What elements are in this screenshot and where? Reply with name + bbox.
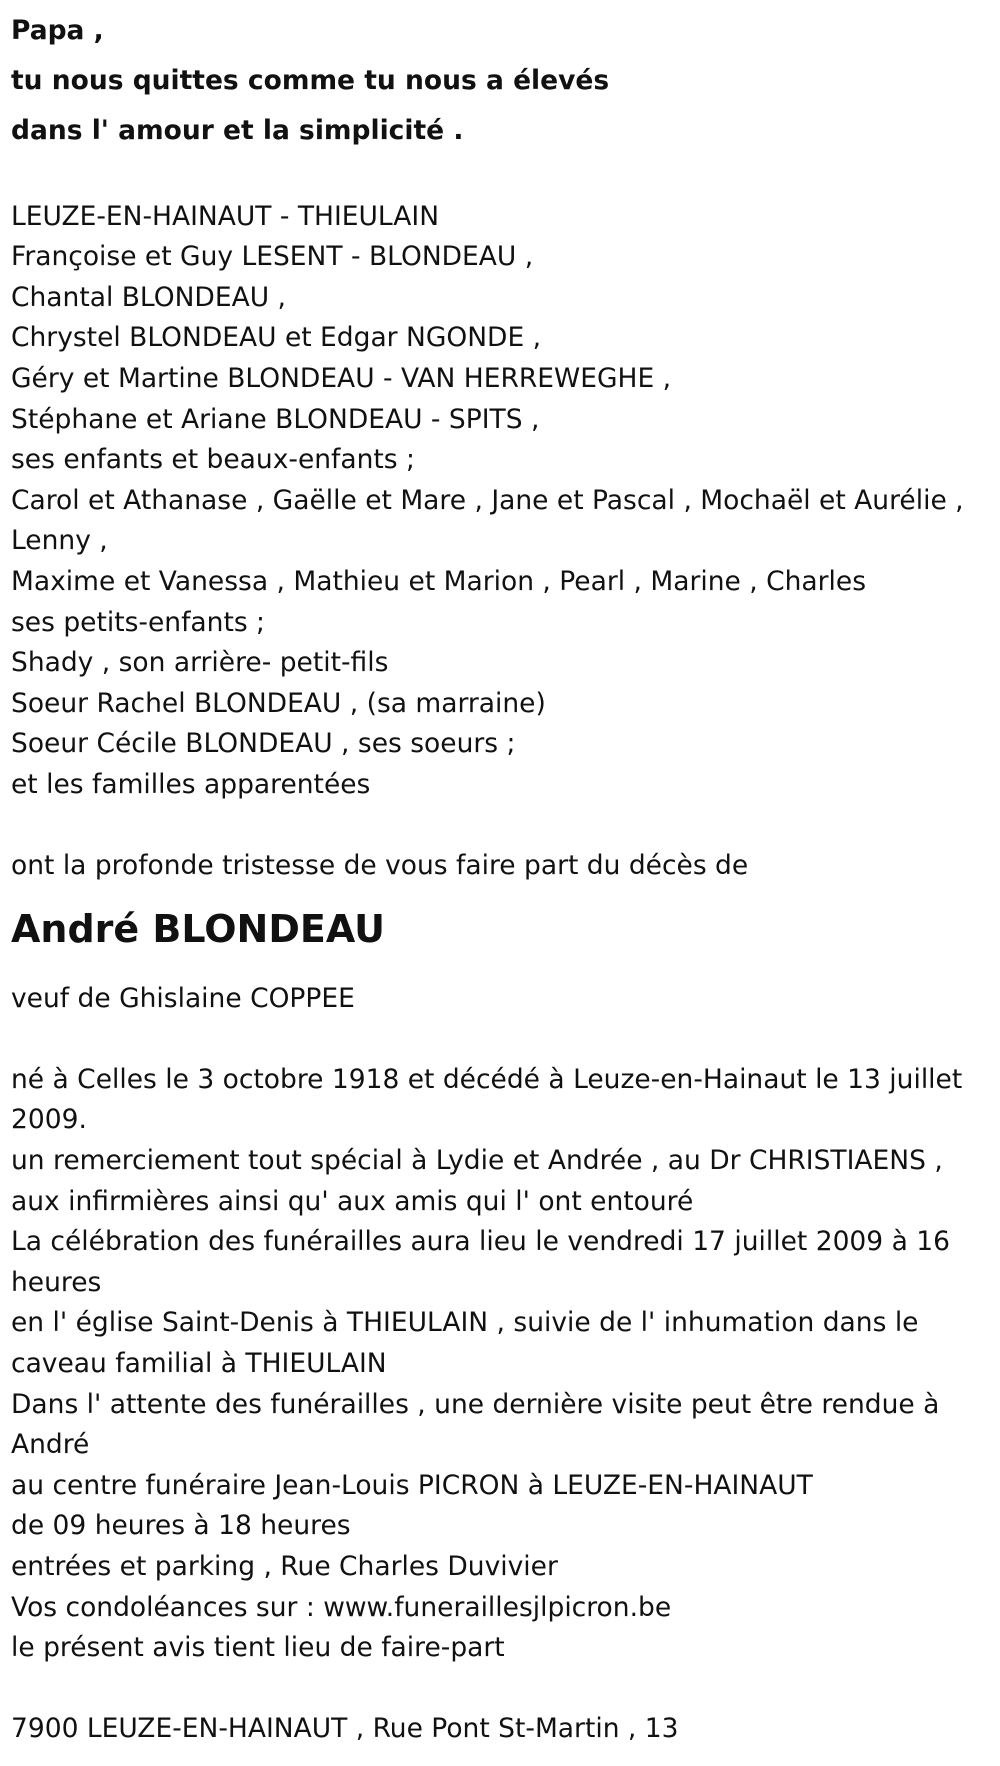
detail-line: au centre funéraire Jean-Louis PICRON à LEUZE-EN-HAINAUT	[11, 1469, 813, 1501]
family-line: Maxime et Vanessa , Mathieu et Marion , Pearl , Marine , Charles	[11, 565, 867, 597]
deceased-name: André BLONDEAU	[11, 906, 385, 951]
family-line: Shady , son arrière- petit-fils	[11, 647, 389, 679]
condolences-line: Vos condoléances sur : www.funeraillesjlpicron.be	[11, 1591, 672, 1623]
family-line: Chrystel BLONDEAU et Edgar NGONDE ,	[11, 322, 542, 354]
detail-line: entrées et parking , Rue Charles Duvivier	[11, 1551, 558, 1582]
detail-line: un remerciement tout spécial à Lydie et Andrée , au Dr CHRISTIAENS ,	[11, 1145, 943, 1177]
family-list	[11, 197, 1000, 806]
address-line: 7900 LEUZE-EN-HAINAUT , Rue Pont St-Martin , 13	[11, 1713, 679, 1745]
detail-line: de 09 heures à 18 heures	[11, 1510, 351, 1542]
family-line: ses enfants et beaux-enfants ;	[11, 444, 415, 476]
spacer	[11, 1669, 1000, 1710]
detail-line: heures	[11, 1266, 102, 1298]
detail-line: André	[11, 1429, 90, 1461]
announcement-text: ont la profonde tristesse de vous faire part du décès de	[11, 850, 749, 882]
detail-line: 2009.	[11, 1104, 87, 1136]
intro-line: tu nous quittes comme tu nous a élevés	[11, 65, 610, 96]
widower-of-text: veuf de Ghislaine COPPEE	[11, 982, 355, 1014]
family-line: Géry et Martine BLONDEAU - VAN HERREWEGHE ,	[11, 362, 672, 394]
family-line: LEUZE-EN-HAINAUT - THIEULAIN	[11, 200, 440, 232]
spacer	[11, 806, 1000, 847]
intro-line: Papa ,	[11, 15, 104, 46]
funeral-details	[11, 1060, 1000, 1669]
family-line: et les familles apparentées	[11, 768, 371, 800]
detail-line: le présent avis tient lieu de faire-part	[11, 1632, 505, 1664]
family-line: Carol et Athanase , Gaëlle et Mare , Jane et Pascal , Mochaël et Aurélie ,	[11, 484, 964, 516]
detail-line: caveau familial à THIEULAIN	[11, 1348, 387, 1380]
intro-line: dans l' amour et la simplicité .	[11, 115, 464, 146]
detail-line: Dans l' attente des funérailles , une dernière visite peut être rendue à	[11, 1388, 940, 1420]
detail-line: La célébration des funérailles aura lieu le vendredi 17 juillet 2009 à 16	[11, 1226, 950, 1258]
family-line: Chantal BLONDEAU ,	[11, 281, 286, 313]
intro-verse	[11, 0, 1000, 156]
spacer	[11, 1019, 1000, 1060]
family-line: Soeur Cécile BLONDEAU , ses soeurs ;	[11, 728, 516, 760]
family-line: ses petits-enfants ;	[11, 606, 265, 638]
detail-line: en l' église Saint-Denis à THIEULAIN , suivie de l' inhumation dans le	[11, 1307, 919, 1339]
family-line: Lenny ,	[11, 525, 108, 557]
family-line: Françoise et Guy LESENT - BLONDEAU ,	[11, 241, 534, 273]
family-line: Soeur Rachel BLONDEAU , (sa marraine)	[11, 687, 546, 719]
family-line: Stéphane et Ariane BLONDEAU - SPITS ,	[11, 403, 540, 435]
detail-line: né à Celles le 3 octobre 1918 et décédé à Leuze-en-Hainaut le 13 juillet	[11, 1063, 963, 1095]
spacer	[11, 156, 1000, 197]
detail-line: aux infirmières ainsi qu' aux amis qui l' ont entouré	[11, 1185, 694, 1217]
